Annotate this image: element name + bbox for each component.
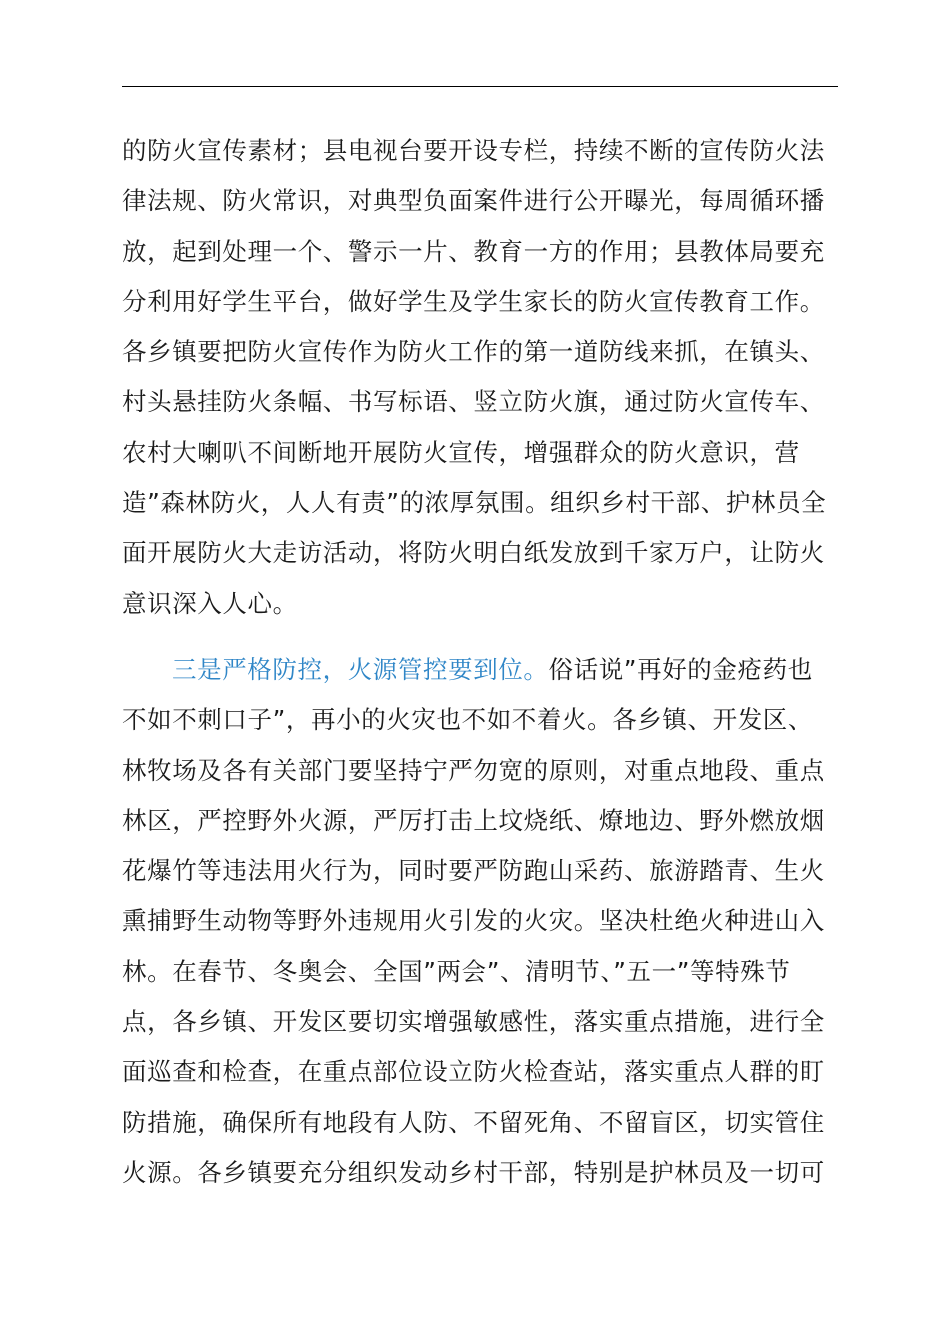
text-line: 律法规、防火常识，对典型负面案件进行公开曝光，每周循环播 bbox=[122, 186, 825, 216]
text-line: 林。在春节、冬奥会、全国”两会”、清明节、”五一”等特殊节 bbox=[122, 956, 791, 986]
text-line: 林区，严控野外火源，严厉打击上坟烧纸、燎地边、野外燃放烟 bbox=[122, 805, 825, 835]
paragraph-1 bbox=[122, 126, 838, 629]
text-line: 农村大喇叭不间断地开展防火宣传，增强群众的防火意识，营 bbox=[122, 437, 800, 467]
text-line: 放，起到处理一个、警示一片、教育一方的作用；县教体局要充 bbox=[122, 236, 825, 266]
text-line: 不如不刺口子”，再小的火灾也不如不着火。各乡镇、开发区、 bbox=[122, 705, 813, 735]
text-line: 防措施，确保所有地段有人防、不留死角、不留盲区，切实管住 bbox=[122, 1107, 825, 1137]
text-line: 的防火宣传素材；县电视台要开设专栏，持续不断的宣传防火法 bbox=[122, 136, 825, 165]
text-line: 熏捕野生动物等野外违规用火引发的火灾。坚决杜绝火种进山入 bbox=[122, 906, 825, 936]
text-line: 花爆竹等违法用火行为，同时要严防跑山采药、旅游踏青、生火 bbox=[122, 856, 825, 886]
header-rule bbox=[122, 86, 838, 87]
text-line: 点，各乡镇、开发区要切实增强敏感性，落实重点措施，进行全 bbox=[122, 1007, 825, 1037]
text-line: 造”森林防火，人人有责”的浓厚氛围。组织乡村干部、护林员全 bbox=[122, 488, 827, 518]
text-line: 林牧场及各有关部门要坚持宁严勿宽的原则，对重点地段、重点 bbox=[122, 755, 825, 785]
first-line-text: 俗话说”再好的金疮药也 bbox=[548, 654, 813, 684]
paragraph-gap bbox=[122, 629, 838, 645]
text-line: 各乡镇要把防火宣传作为防火工作的第一道防线来抓，在镇头、 bbox=[122, 337, 825, 367]
section-heading: 三是严格防控，火源管控要到位。 bbox=[172, 654, 549, 684]
paragraph-2-first-line bbox=[122, 645, 838, 695]
text-line: 村头悬挂防火条幅、书写标语、竖立防火旗，通过防火宣传车、 bbox=[122, 387, 825, 417]
text-line: 面开展防火大走访活动，将防火明白纸发放到千家万户，让防火 bbox=[122, 538, 825, 568]
body-text bbox=[122, 126, 838, 1198]
text-line: 分利用好学生平台，做好学生及学生家长的防火宣传教育工作。 bbox=[122, 286, 825, 316]
paragraph-2 bbox=[122, 645, 838, 1198]
text-line: 火源。各乡镇要充分组织发动乡村干部，特别是护林员及一切可 bbox=[122, 1157, 825, 1187]
text-line: 面巡查和检查，在重点部位设立防火检查站，落实重点人群的盯 bbox=[122, 1057, 825, 1087]
text-line: 意识深入人心。 bbox=[122, 588, 298, 618]
